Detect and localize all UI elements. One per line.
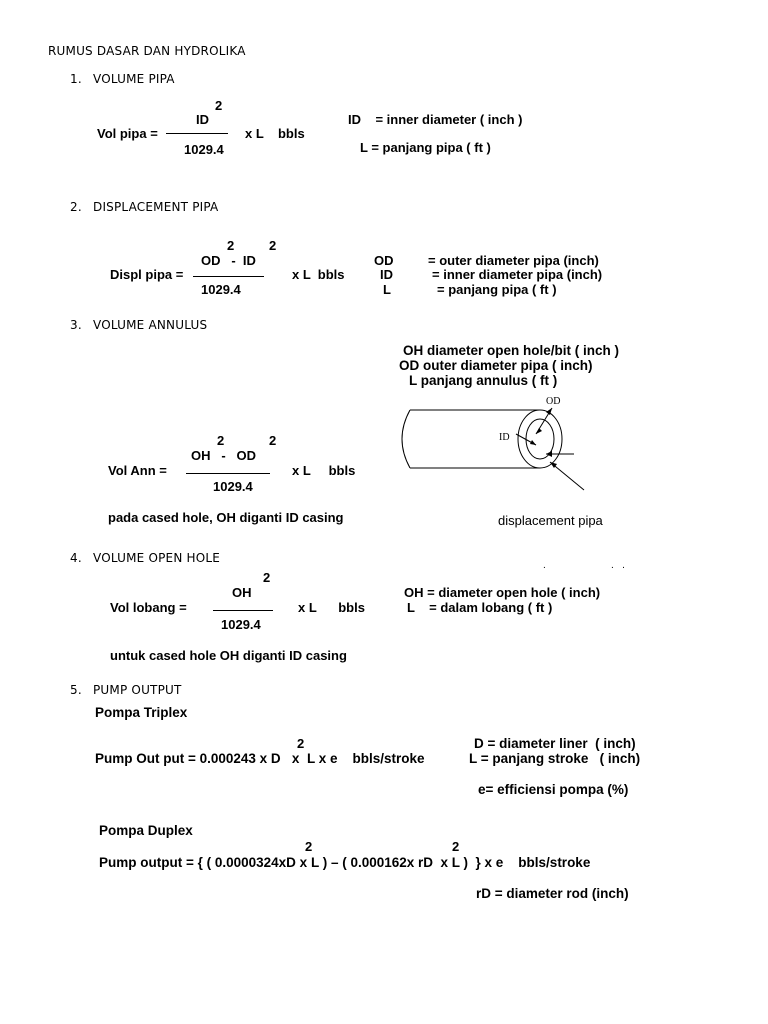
definition-key: ID [380, 267, 393, 282]
figure-label: ID [499, 432, 510, 443]
definition: D = diameter liner ( inch) [474, 736, 636, 751]
definition: rD = diameter rod (inch) [476, 886, 629, 901]
figure-label: OD [546, 396, 561, 407]
legend-line: OH diameter open hole/bit ( inch ) [403, 343, 620, 358]
exponent: 2 [269, 433, 277, 448]
numerator: OH [232, 585, 252, 600]
formula: Pump output = { ( 0.0000324xD x L ) – ( 0.000162x rD x L ) } x e bbls/stroke [99, 855, 591, 870]
exponent: 2 [217, 433, 225, 448]
stray-dots: . . [611, 560, 625, 571]
exponent: 2 [297, 736, 305, 751]
formula-rhs: x L bbls [292, 463, 356, 478]
section-heading: VOLUME ANNULUS [93, 318, 208, 332]
denominator: 1029.4 [221, 617, 261, 632]
section-number: 1. [70, 72, 82, 86]
exponent: 2 [305, 839, 313, 854]
note: pada cased hole, OH diganti ID casing [108, 510, 344, 525]
section-heading: PUMP OUTPUT [93, 683, 182, 697]
subsection-title: Pompa Duplex [99, 823, 193, 838]
exponent: 2 [263, 570, 271, 585]
formula-lhs: Vol pipa = [97, 126, 158, 141]
numerator: OH - OD [191, 448, 256, 463]
fraction-bar [213, 610, 273, 611]
section-number: 5. [70, 683, 82, 697]
exponent: 2 [269, 238, 277, 253]
section-heading: VOLUME OPEN HOLE [93, 551, 221, 565]
formula-rhs: x L bbls [298, 600, 365, 615]
formula-lhs: Displ pipa = [110, 267, 184, 282]
formula-lhs: Vol Ann = [108, 463, 167, 478]
formula-rhs: x L bbls [245, 126, 305, 141]
definition-key: OD [374, 253, 394, 268]
numerator: OD - ID [201, 253, 256, 268]
formula: Pump Out put = 0.000243 x D x L x e bbls/stroke [95, 751, 425, 766]
pipe-diagram [392, 390, 592, 500]
definition: ID = inner diameter ( inch ) [348, 112, 523, 127]
definition-key: L [383, 282, 391, 297]
fraction-bar [193, 276, 264, 277]
legend-line: OD outer diameter pipa ( inch) [399, 358, 593, 373]
fraction-bar [186, 473, 270, 474]
stray-dot: . [543, 560, 546, 571]
section-heading: DISPLACEMENT PIPA [93, 200, 219, 214]
exponent: 2 [452, 839, 460, 854]
formula-lhs: Vol lobang = [110, 600, 187, 615]
denominator: 1029.4 [184, 142, 224, 157]
definition: L = panjang pipa ( ft ) [360, 140, 491, 155]
subsection-title: Pompa Triplex [95, 705, 188, 720]
definition: L = panjang stroke ( inch) [469, 751, 641, 766]
numerator: ID [196, 112, 209, 127]
section-number: 3. [70, 318, 82, 332]
section-number: 2. [70, 200, 82, 214]
denominator: 1029.4 [213, 479, 253, 494]
definition-value: = panjang pipa ( ft ) [437, 282, 557, 297]
formula-rhs: x L bbls [292, 267, 345, 282]
definition-value: = inner diameter pipa (inch) [432, 267, 603, 282]
document-title: RUMUS DASAR DAN HYDROLIKA [48, 44, 246, 58]
definition: e= efficiensi pompa (%) [478, 782, 629, 797]
definition: L = dalam lobang ( ft ) [407, 600, 553, 615]
exponent: 2 [215, 98, 223, 113]
figure-caption: displacement pipa [498, 513, 603, 528]
note: untuk cased hole OH diganti ID casing [110, 648, 347, 663]
section-number: 4. [70, 551, 82, 565]
denominator: 1029.4 [201, 282, 241, 297]
fraction-bar [166, 133, 228, 134]
exponent: 2 [227, 238, 235, 253]
definition-value: = outer diameter pipa (inch) [428, 253, 599, 268]
section-heading: VOLUME PIPA [93, 72, 175, 86]
definition: OH = diameter open hole ( inch) [404, 585, 601, 600]
legend-line: L panjang annulus ( ft ) [409, 373, 558, 388]
